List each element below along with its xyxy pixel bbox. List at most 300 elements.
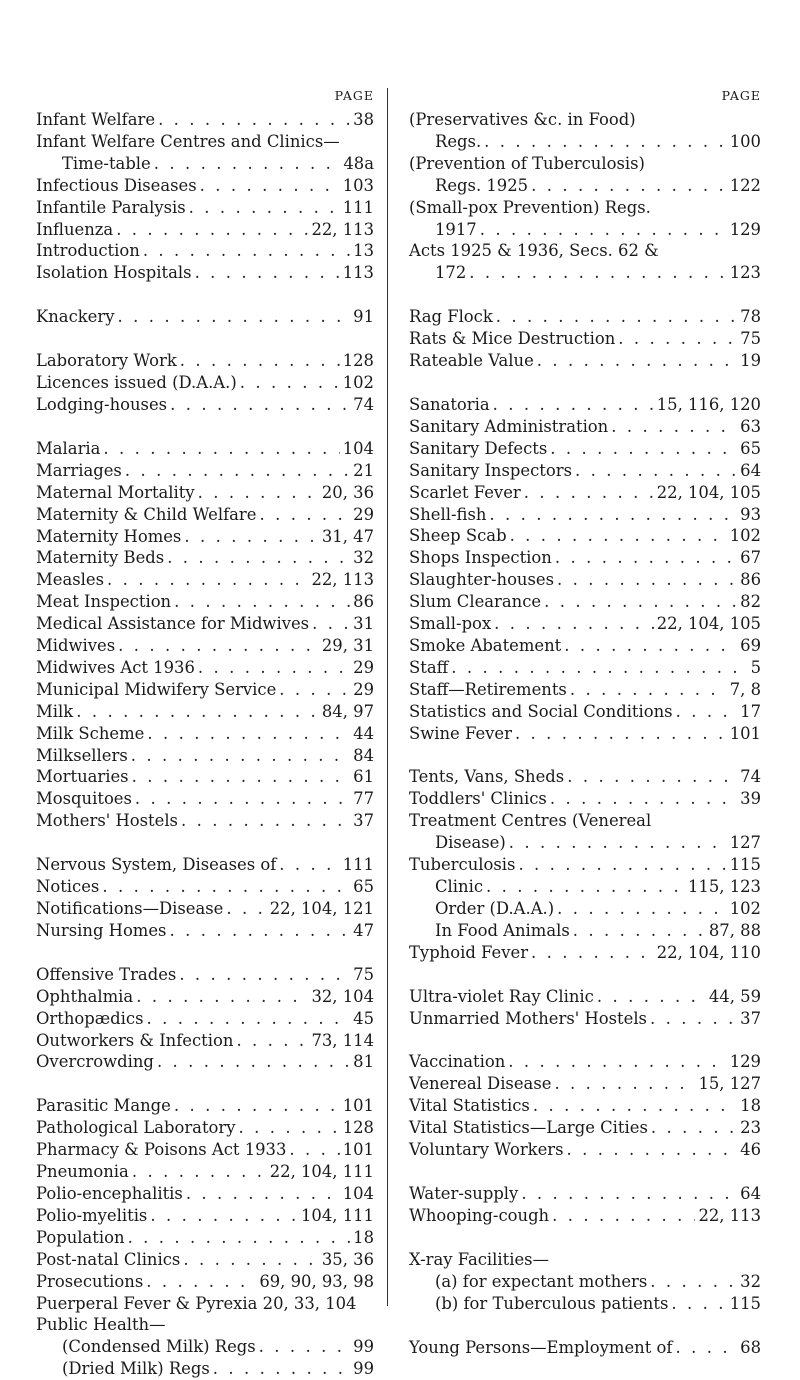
index-entry — [36, 1271, 374, 1293]
entry-term: In Food Animals — [435, 920, 570, 940]
index-letter-group — [36, 854, 374, 942]
entry-page-ref: 101 — [342, 1140, 374, 1160]
index-entry — [36, 1139, 374, 1161]
entry-page-ref: 127 — [729, 833, 761, 853]
index-entry — [36, 153, 374, 175]
index-entry — [36, 394, 374, 416]
index-entry — [36, 526, 374, 548]
entry-page-ref: 29 — [353, 504, 374, 524]
index-letter-group — [409, 1337, 761, 1359]
entry-term: Tuberculosis — [409, 855, 516, 875]
index-letter-group — [36, 1095, 374, 1380]
index-letter-group — [409, 766, 761, 963]
dot-leader — [531, 942, 654, 964]
index-entry — [409, 679, 761, 701]
entry-page-ref: 122 — [729, 175, 761, 195]
left-entries — [36, 109, 374, 1380]
index-entry — [409, 460, 761, 482]
entry-term: Shops Inspection — [409, 548, 552, 568]
entry-page-ref: 99 — [353, 1359, 374, 1379]
index-column-left — [36, 88, 374, 1380]
dot-leader — [180, 350, 340, 372]
index-entry — [409, 547, 761, 569]
index-entry — [409, 197, 761, 219]
index-entry — [409, 109, 761, 131]
entry-term: (Prevention of Tuberculosis) — [409, 153, 645, 173]
entry-term: Orthopædics — [36, 1008, 144, 1028]
dot-leader — [103, 438, 339, 460]
index-entry — [36, 964, 374, 986]
entry-term: Milk — [36, 701, 74, 721]
entry-page-ref: 81 — [353, 1052, 374, 1072]
entry-page-ref: 46 — [740, 1140, 761, 1160]
column-divider — [387, 88, 388, 1306]
dot-leader — [555, 547, 737, 569]
entry-page-ref: 48a — [343, 153, 374, 173]
index-entry — [36, 175, 374, 197]
dot-leader — [181, 810, 350, 832]
entry-page-ref: 35, 36 — [321, 1249, 374, 1269]
entry-term: 1917 — [435, 219, 477, 239]
entry-page-ref: 115 — [729, 855, 761, 875]
index-entry — [36, 219, 374, 241]
entry-term: Meat Inspection — [36, 592, 172, 612]
entry-term: Municipal Midwifery Service — [36, 679, 277, 699]
entry-page-ref: 69 — [740, 635, 761, 655]
dot-leader — [135, 788, 350, 810]
index-entry — [409, 701, 761, 723]
dot-leader — [496, 306, 737, 328]
index-entry — [409, 1051, 761, 1073]
entry-term: Pathological Laboratory — [36, 1118, 236, 1138]
index-entry — [36, 262, 374, 284]
entry-page-ref: 91 — [353, 307, 374, 327]
index-letter-group — [409, 1249, 761, 1315]
dot-leader — [651, 1117, 737, 1139]
dot-leader — [521, 1183, 737, 1205]
dot-leader — [157, 1051, 350, 1073]
index-entry — [36, 679, 374, 701]
entry-term: Malaria — [36, 438, 101, 458]
dot-leader — [179, 964, 350, 986]
entry-term: Clinic — [435, 877, 484, 896]
entry-term: Pharmacy & Poisons Act 1933 — [36, 1140, 287, 1160]
entry-term: Ophthalmia — [36, 986, 134, 1006]
entry-page-ref: 104, 111 — [301, 1205, 374, 1225]
dot-leader — [102, 876, 350, 898]
entry-term: Midwives — [36, 636, 116, 656]
index-entry — [36, 635, 374, 657]
entry-term: Influenza — [36, 219, 114, 239]
dot-leader — [125, 460, 350, 482]
entry-page-ref: 22, 113 — [311, 570, 374, 590]
index-entry — [36, 986, 374, 1008]
entry-term: Maternity & Child Welfare — [36, 504, 257, 524]
entry-page-ref: 29 — [353, 679, 374, 699]
dot-leader — [279, 679, 350, 701]
index-entry — [409, 788, 761, 810]
index-entry — [36, 547, 374, 569]
page-column-label: PAGE — [721, 88, 761, 103]
dot-leader — [259, 1336, 350, 1358]
entry-term: Ultra-violet Ray Clinic — [409, 986, 594, 1006]
dot-leader — [611, 416, 737, 438]
entry-page-ref: 21 — [353, 460, 374, 480]
index-entry — [36, 1183, 374, 1205]
entry-term: Time-table — [62, 153, 151, 173]
entry-page-ref: 74 — [353, 394, 374, 414]
entry-term: Public Health— — [36, 1315, 166, 1335]
index-entry — [36, 372, 374, 394]
dot-leader — [259, 504, 350, 526]
index-entry — [36, 591, 374, 613]
index-entry — [36, 701, 374, 723]
entry-page-ref: 129 — [729, 1052, 761, 1072]
index-entry — [409, 898, 761, 920]
dot-leader — [524, 482, 654, 504]
entry-page-ref: 87, 88 — [708, 920, 761, 940]
index-entry — [409, 1249, 761, 1271]
index-entry — [36, 350, 374, 372]
right-entries — [409, 109, 761, 1358]
index-entry — [409, 1073, 761, 1095]
entry-term: Staff — [409, 657, 449, 677]
dot-leader — [174, 591, 350, 613]
index-entry — [409, 1337, 761, 1359]
entry-term: Isolation Hospitals — [36, 263, 192, 283]
entry-term: Tents, Vans, Sheds — [409, 767, 565, 787]
index-entry — [409, 328, 761, 350]
entry-term: Licences issued (D.A.A.) — [36, 373, 237, 393]
index-entry — [409, 306, 761, 328]
index-entry — [409, 1293, 761, 1315]
index-entry — [36, 854, 374, 876]
dot-leader — [147, 1008, 351, 1030]
index-entry — [36, 1205, 374, 1227]
dot-leader — [493, 394, 654, 416]
index-entry — [36, 1358, 374, 1380]
index-entry — [36, 1161, 374, 1183]
entry-page-ref: 29, 31 — [321, 636, 374, 656]
dot-leader — [158, 109, 350, 131]
entry-term: Mosquitoes — [36, 789, 132, 809]
entry-page-ref: 47 — [353, 920, 374, 940]
entry-term: (Preservatives &c. in Food) — [409, 110, 636, 129]
entry-term: Slaughter-houses — [409, 570, 555, 590]
dot-leader — [508, 1051, 726, 1073]
index-letter-group — [36, 306, 374, 328]
entry-term: Measles — [36, 570, 105, 590]
dot-leader — [531, 175, 727, 197]
index-entry — [409, 723, 761, 745]
entry-page-ref: 115, 123 — [688, 877, 761, 896]
index-entry — [36, 131, 374, 153]
entry-page-ref: 23 — [740, 1118, 761, 1138]
entry-page-ref: 68 — [740, 1337, 761, 1357]
dot-leader — [451, 657, 747, 679]
index-letter-group — [36, 350, 374, 416]
entry-page-ref: 65 — [740, 438, 761, 458]
entry-term: Toddlers' Clinics — [409, 789, 547, 809]
entry-term: Milk Scheme — [36, 723, 145, 743]
dot-leader — [486, 876, 685, 898]
entry-term: X-ray Facilities— — [409, 1249, 549, 1269]
dot-leader — [213, 1358, 350, 1380]
entry-term: Puerperal Fever & Pyrexia 20, 33, 104 — [36, 1293, 357, 1313]
entry-page-ref: 128 — [342, 1118, 374, 1138]
entry-term: Sheep Scab — [409, 526, 507, 546]
dot-leader — [573, 920, 706, 942]
entry-page-ref: 38 — [353, 110, 374, 129]
entry-page-ref: 37 — [740, 1008, 761, 1028]
dot-leader — [198, 482, 319, 504]
entry-page-ref: 123 — [729, 263, 761, 283]
entry-page-ref: 31 — [353, 614, 374, 634]
index-entry — [409, 1183, 761, 1205]
dot-leader — [226, 898, 266, 920]
entry-term: Prosecutions — [36, 1271, 144, 1291]
dot-leader — [575, 460, 737, 482]
dot-leader — [480, 219, 727, 241]
entry-page-ref: 115 — [729, 1293, 761, 1313]
entry-term: Slum Clearance — [409, 592, 542, 612]
index-entry — [409, 986, 761, 1008]
entry-term: Vital Statistics — [409, 1096, 530, 1116]
entry-term: Population — [36, 1227, 125, 1247]
index-letter-group — [36, 438, 374, 832]
entry-term: Polio-myelitis — [36, 1205, 148, 1225]
index-entry — [36, 766, 374, 788]
index-entry — [409, 569, 761, 591]
index-entry — [409, 219, 761, 241]
entry-page-ref: 18 — [353, 1227, 374, 1247]
entry-term: Regs. — [435, 131, 482, 151]
index-entry — [409, 240, 761, 262]
index-letter-group — [409, 986, 761, 1030]
entry-term: Vaccination — [409, 1052, 506, 1072]
entry-term: (Small-pox Prevention) Regs. — [409, 197, 651, 217]
index-entry — [409, 635, 761, 657]
entry-term: Sanatoria — [409, 394, 490, 414]
entry-term: Parasitic Mange — [36, 1096, 171, 1116]
index-entry — [409, 854, 761, 876]
dot-leader — [240, 372, 340, 394]
dot-leader — [169, 920, 350, 942]
entry-page-ref: 82 — [740, 592, 761, 612]
entry-term: Marriages — [36, 460, 122, 480]
entry-page-ref: 103 — [342, 175, 374, 195]
index-letter-group — [409, 1051, 761, 1161]
entry-page-ref: 75 — [740, 329, 761, 349]
entry-page-ref: 64 — [740, 1183, 761, 1203]
entry-page-ref: 15, 127 — [698, 1074, 761, 1094]
entry-term: (Condensed Milk) Regs — [62, 1337, 256, 1357]
entry-page-ref: 99 — [353, 1337, 374, 1357]
entry-page-ref: 102 — [729, 898, 761, 918]
entry-term: Mortuaries — [36, 767, 129, 787]
index-entry — [409, 1271, 761, 1293]
index-entry — [36, 613, 374, 635]
entry-page-ref: 29 — [353, 657, 374, 677]
index-entry — [36, 1030, 374, 1052]
index-entry — [36, 723, 374, 745]
index-entry — [36, 1008, 374, 1030]
entry-page-ref: 69, 90, 93, 98 — [259, 1271, 374, 1291]
dot-leader — [150, 1205, 298, 1227]
entry-page-ref: 32, 104 — [311, 986, 374, 1006]
entry-term: Outworkers & Infection — [36, 1030, 234, 1050]
dot-leader — [515, 723, 727, 745]
dot-leader — [143, 240, 350, 262]
index-letter-group — [409, 394, 761, 745]
index-entry — [36, 240, 374, 262]
dot-leader — [183, 1249, 319, 1271]
dot-leader — [174, 1095, 340, 1117]
entry-page-ref: 104 — [342, 1183, 374, 1203]
index-entry — [409, 394, 761, 416]
entry-page-ref: 61 — [353, 767, 374, 787]
entry-page-ref: 22, 104, 105 — [656, 614, 761, 634]
entry-term: Rag Flock — [409, 307, 493, 327]
entry-page-ref: 19 — [740, 351, 761, 371]
dot-leader — [554, 1073, 695, 1095]
index-entry — [409, 438, 761, 460]
dot-leader — [489, 504, 737, 526]
dot-leader — [537, 350, 737, 372]
dot-leader — [312, 613, 350, 635]
entry-term: Mothers' Hostels — [36, 811, 178, 831]
entry-page-ref: 13 — [353, 241, 374, 261]
entry-page-ref: 63 — [740, 416, 761, 436]
dot-leader — [564, 635, 737, 657]
index-entry — [409, 153, 761, 175]
entry-term: Disease) — [435, 833, 506, 853]
dot-leader — [146, 1271, 256, 1293]
entry-page-ref: 84 — [353, 745, 374, 765]
entry-page-ref: 17 — [740, 701, 761, 721]
index-entry — [409, 1095, 761, 1117]
entry-term: (b) for Tuberculous patients — [435, 1293, 669, 1313]
entry-page-ref: 22, 104, 105 — [656, 482, 761, 502]
dot-leader — [236, 1030, 308, 1052]
dot-leader — [550, 438, 737, 460]
entry-term: Midwives Act 1936 — [36, 657, 195, 677]
index-entry — [36, 920, 374, 942]
entry-term: Swine Fever — [409, 723, 512, 743]
entry-page-ref: 44 — [353, 723, 374, 743]
entry-page-ref: 73, 114 — [311, 1030, 374, 1050]
index-entry — [36, 109, 374, 131]
entry-term: Young Persons—Employment of — [409, 1337, 673, 1357]
dot-leader — [116, 219, 308, 241]
dot-leader — [676, 701, 738, 723]
entry-term: Rateable Value — [409, 351, 534, 371]
entry-term: Milksellers — [36, 745, 128, 765]
index-entry — [36, 1117, 374, 1139]
entry-term: Voluntary Workers — [409, 1140, 564, 1160]
entry-term: Sanitary Administration — [409, 416, 609, 436]
dot-leader — [132, 766, 351, 788]
entry-term: Regs. 1925 — [435, 175, 529, 195]
entry-page-ref: 128 — [342, 351, 374, 371]
dot-leader — [650, 1271, 737, 1293]
index-entry — [409, 613, 761, 635]
entry-term: Infant Welfare Centres and Clinics— — [36, 131, 340, 151]
entry-page-ref: 22, 113 — [698, 1205, 761, 1225]
dot-leader — [131, 745, 350, 767]
dot-leader — [200, 175, 340, 197]
entry-term: Nursing Homes — [36, 920, 167, 940]
index-entry — [409, 1008, 761, 1030]
entry-term: (Dried Milk) Regs — [62, 1359, 210, 1379]
dot-leader — [189, 197, 340, 219]
entry-term: (a) for expectant mothers — [435, 1271, 648, 1291]
dot-leader — [650, 1008, 737, 1030]
entry-page-ref: 102 — [729, 526, 761, 546]
index-entry — [409, 504, 761, 526]
index-entry — [409, 416, 761, 438]
index-letter-group — [36, 964, 374, 1074]
entry-term: Acts 1925 & 1936, Secs. 62 & — [409, 241, 659, 261]
entry-page-ref: 32 — [740, 1271, 761, 1291]
dot-leader — [557, 898, 727, 920]
entry-page-ref: 84, 97 — [321, 701, 374, 721]
index-entry — [409, 920, 761, 942]
entry-page-ref: 22, 113 — [311, 219, 374, 239]
entry-term: Maternal Mortality — [36, 482, 195, 502]
entry-term: Laboratory Work — [36, 351, 177, 371]
entry-term: Medical Assistance for Midwives — [36, 614, 310, 634]
entry-term: Smoke Abatement — [409, 635, 562, 655]
dot-leader — [117, 306, 350, 328]
index-entry — [409, 350, 761, 372]
index-entry — [409, 175, 761, 197]
entry-page-ref: 74 — [740, 767, 761, 787]
entry-page-ref: 111 — [342, 197, 374, 217]
dot-leader — [289, 1139, 339, 1161]
dot-leader — [198, 657, 350, 679]
dot-leader — [195, 262, 340, 284]
entry-page-ref: 39 — [740, 789, 761, 809]
entry-page-ref: 104 — [342, 438, 374, 458]
entry-page-ref: 20, 36 — [321, 482, 374, 502]
dot-leader — [170, 394, 350, 416]
entry-term: 172 — [435, 263, 467, 283]
dot-leader — [154, 153, 341, 175]
index-entry — [36, 1314, 374, 1336]
dot-leader — [550, 788, 737, 810]
dot-leader — [484, 131, 727, 153]
index-column-right — [409, 88, 761, 1358]
index-entry — [36, 1051, 374, 1073]
dot-leader — [510, 525, 727, 547]
index-entry — [36, 1293, 374, 1315]
index-entry — [409, 591, 761, 613]
dot-leader — [132, 1161, 267, 1183]
dot-leader — [184, 526, 319, 548]
entry-term: Maternity Beds — [36, 548, 165, 568]
index-entry — [36, 504, 374, 526]
dot-leader — [469, 262, 726, 284]
entry-term: Polio-encephalitis — [36, 1183, 183, 1203]
entry-term: Notices — [36, 877, 100, 897]
index-entry — [409, 657, 761, 679]
entry-term: Small-pox — [409, 614, 492, 634]
entry-term: Water-supply — [409, 1183, 519, 1203]
dot-leader — [167, 547, 350, 569]
entry-term: Introduction — [36, 241, 140, 261]
entry-term: Sanitary Defects — [409, 438, 548, 458]
